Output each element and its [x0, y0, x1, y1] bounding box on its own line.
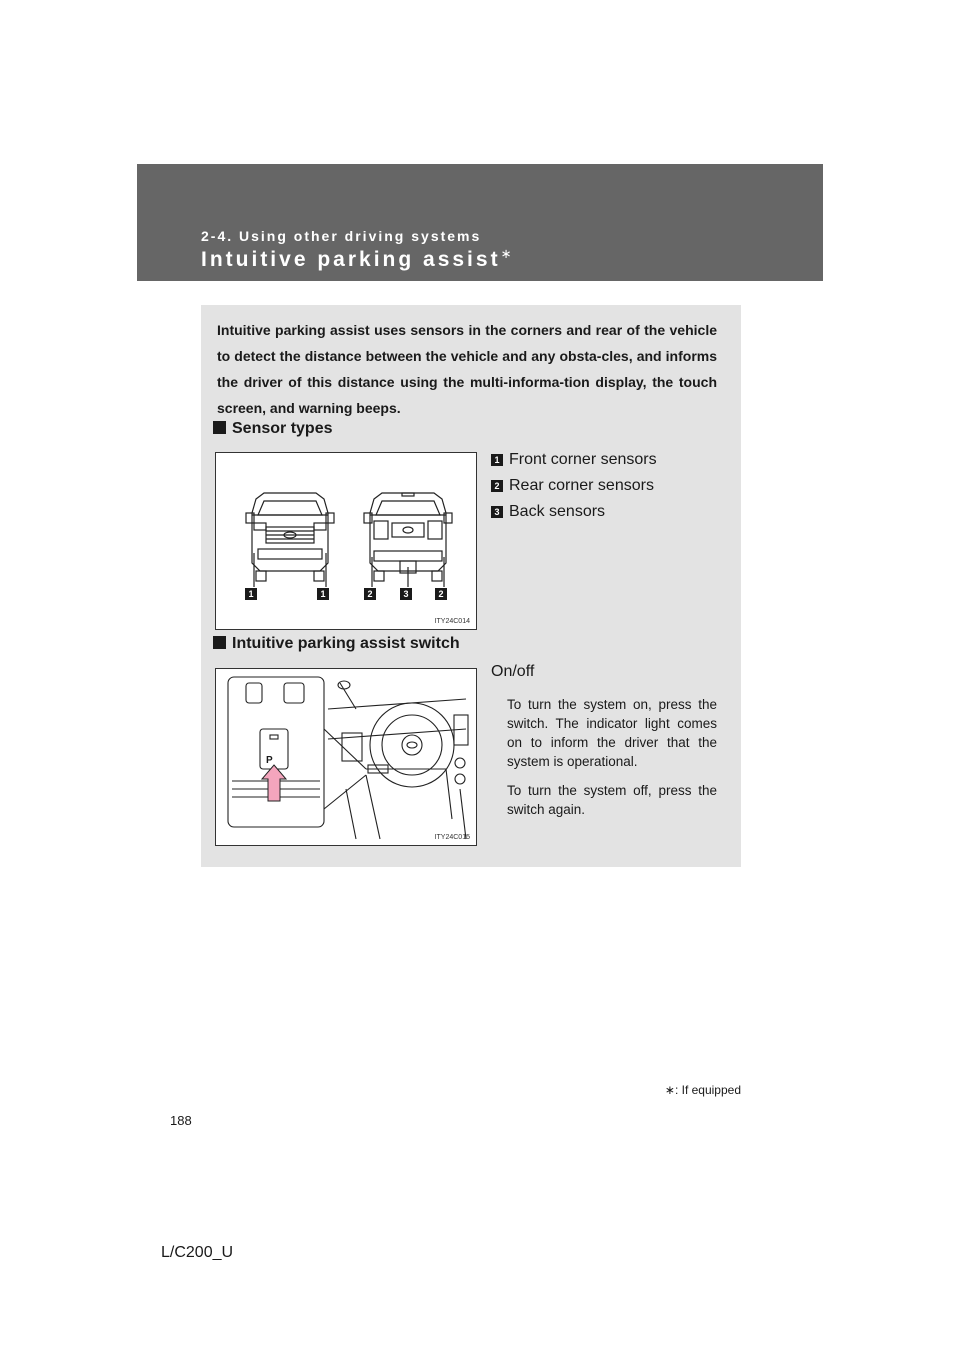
legend-item	[491, 447, 657, 473]
onoff-paragraph: To turn the system off, press the switch again.	[507, 783, 717, 817]
onoff-paragraph: To turn the system on, press the switch. The indicator light comes on to inform the driver that the system is operational.	[507, 697, 717, 769]
switch-heading-text: Intuitive parking assist switch	[232, 635, 460, 652]
footnote-text: : If equipped	[674, 1083, 741, 1097]
page-title-text: Intuitive parking assist	[201, 248, 501, 271]
number-badge: 3	[491, 506, 503, 518]
section-label: 2-4. Using other driving systems	[201, 228, 482, 244]
legend-item	[491, 473, 657, 499]
number-badge: 2	[491, 480, 503, 492]
onoff-description	[507, 695, 717, 829]
page-title	[201, 248, 511, 272]
content-box	[201, 305, 741, 867]
sensor-types-heading	[213, 420, 332, 438]
onoff-title: On/off	[491, 663, 535, 680]
figure-code: ITY24C014	[434, 618, 470, 625]
sensor-diagram	[215, 452, 477, 630]
equipped-mark: ∗	[500, 246, 512, 261]
header-band	[137, 164, 823, 281]
legend-item	[491, 499, 657, 525]
switch-diagram-drawing	[216, 669, 476, 845]
callout-front-right: 1	[317, 588, 329, 600]
legend-label: Back sensors	[509, 503, 606, 520]
legend-label: Rear corner sensors	[509, 477, 654, 494]
switch-heading	[213, 635, 460, 653]
number-badge: 1	[491, 454, 503, 466]
intro-paragraph: Intuitive parking assist uses sensors in the corners and rear of the vehicle to detect the distance between the vehicle and any obsta-cles, and informs the driver of this distance using the multi-informa-tion display, the touch screen, and warning beeps.	[217, 322, 717, 416]
footnote-mark: ∗	[664, 1083, 675, 1097]
sensor-diagram-drawing	[216, 453, 476, 629]
legend-label: Front corner sensors	[509, 451, 657, 468]
page-number: 188	[170, 1113, 192, 1128]
sensor-types-heading-text: Sensor types	[232, 420, 333, 437]
square-bullet-icon	[213, 421, 226, 434]
callout-back: 3	[400, 588, 412, 600]
parking-assist-switch: P	[266, 755, 273, 766]
callout-rear-left: 2	[364, 588, 376, 600]
sensor-legend	[491, 447, 657, 525]
switch-diagram	[215, 668, 477, 846]
document-code: L/C200_U	[161, 1244, 234, 1261]
footnote	[665, 1083, 741, 1097]
callout-rear-right: 2	[435, 588, 447, 600]
square-bullet-icon	[213, 636, 226, 649]
figure-code: ITY24C015	[434, 834, 470, 841]
callout-front-left: 1	[245, 588, 257, 600]
